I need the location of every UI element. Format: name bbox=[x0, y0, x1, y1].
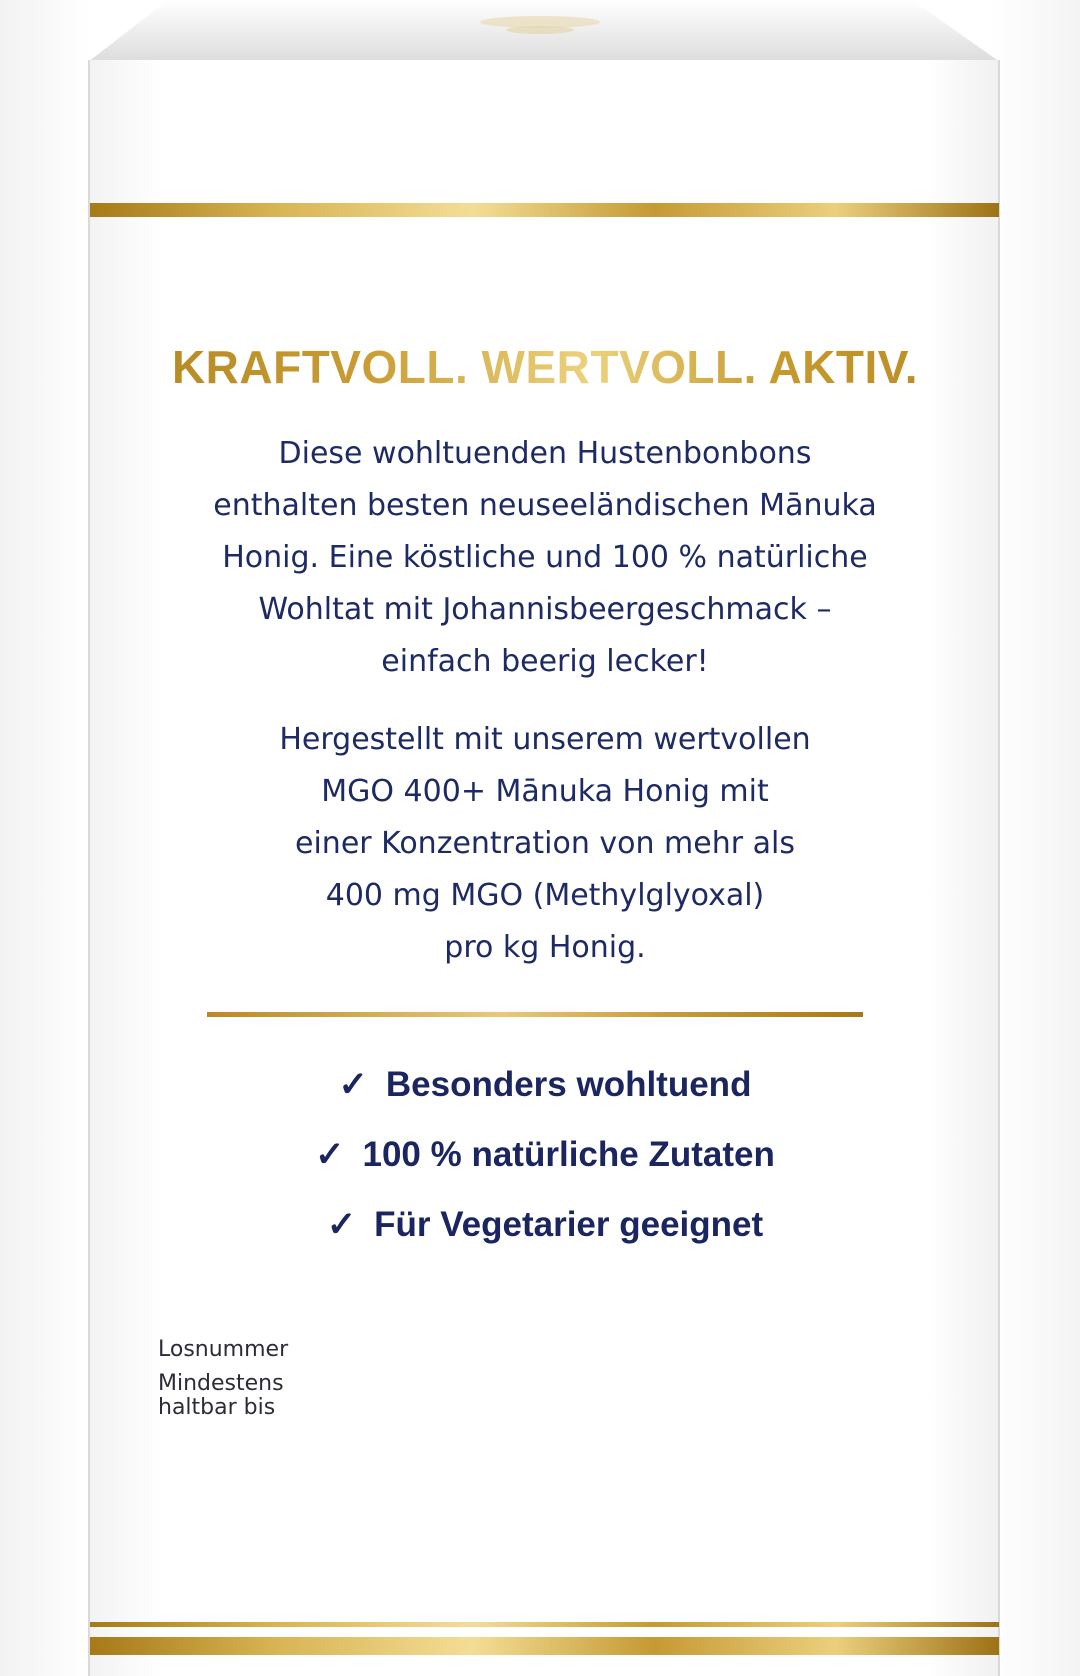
background-right bbox=[990, 0, 1080, 1676]
gold-band-bottom bbox=[90, 1637, 999, 1655]
best-before-label bbox=[158, 1372, 284, 1420]
headline: KRAFTVOLL. WERTVOLL. AKTIV. bbox=[90, 340, 1000, 394]
feature-label: 100 % natürliche Zutaten bbox=[362, 1135, 775, 1174]
lot-number-label: Losnummer bbox=[158, 1337, 289, 1362]
check-icon: ✓ bbox=[326, 1205, 357, 1244]
background-left bbox=[0, 0, 90, 1676]
feature-item bbox=[90, 1190, 1000, 1260]
box-top-flap bbox=[0, 0, 1080, 64]
text-line: pro kg Honig. bbox=[444, 930, 646, 965]
feature-item bbox=[90, 1120, 1000, 1190]
check-icon: ✓ bbox=[315, 1135, 345, 1174]
feature-label: Für Vegetarier geeignet bbox=[374, 1205, 764, 1244]
text-line: einfach beerig lecker! bbox=[381, 644, 709, 679]
description-paragraph-2 bbox=[160, 714, 930, 974]
feature-label: Besonders wohltuend bbox=[385, 1065, 752, 1104]
check-icon: ✓ bbox=[338, 1065, 368, 1104]
text-line: Hergestellt mit unserem wertvollen bbox=[279, 722, 811, 757]
description-paragraph-1 bbox=[160, 428, 930, 688]
text-line: MGO 400+ Mānuka Honig mit bbox=[321, 774, 769, 809]
text-line: haltbar bis bbox=[158, 1395, 276, 1420]
text-line: Wohltat mit Johannisbeergeschmack – bbox=[258, 592, 832, 627]
feature-list bbox=[90, 1050, 1000, 1260]
text-line: 400 mg MGO (Methylglyoxal) bbox=[325, 878, 765, 913]
gold-divider bbox=[207, 1012, 863, 1017]
text-line: einer Konzentration von mehr als bbox=[295, 826, 795, 861]
text-line: Honig. Eine köstliche und 100 % natürliche bbox=[222, 540, 868, 575]
gold-band-bottom-thin bbox=[90, 1622, 999, 1627]
text-line: Diese wohltuenden Hustenbonbons bbox=[278, 436, 812, 471]
feature-item bbox=[90, 1050, 1000, 1120]
gold-band-top bbox=[90, 203, 999, 217]
text-line: enthalten besten neuseeländischen Mānuka bbox=[213, 488, 877, 523]
text-line: Mindestens bbox=[158, 1371, 284, 1396]
